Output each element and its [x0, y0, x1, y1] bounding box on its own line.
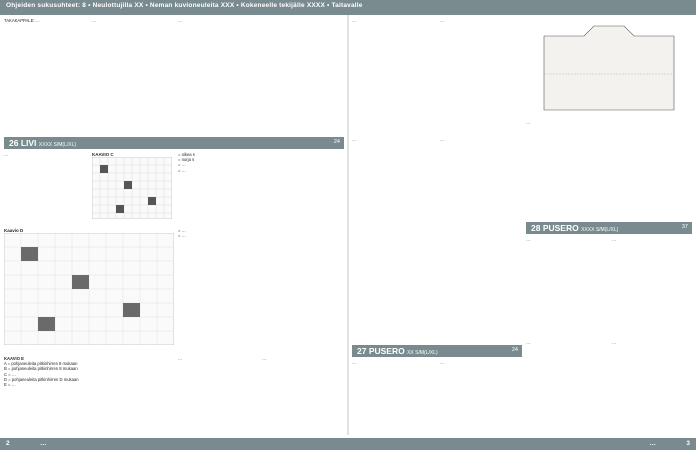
- section-title: 27 PUSERO: [357, 346, 405, 356]
- text-column-5: …: [352, 18, 357, 23]
- text-column-6-mid: …: [440, 137, 445, 142]
- kaavio-e-title: KAAVIO E: [4, 356, 24, 361]
- kaavio-d-grid: [4, 233, 174, 345]
- section-band-pusero-27: [352, 345, 522, 357]
- kaavio-c-grid: [92, 157, 172, 219]
- text-column-7-bottom: …: [526, 340, 531, 345]
- section-title: 26 LIVI: [9, 138, 37, 148]
- text-column-4: [262, 18, 344, 134]
- section-page-ref: 37: [681, 224, 688, 230]
- section-size: XXXX S/M(L/XL): [581, 227, 619, 233]
- text-column-7: …: [526, 120, 531, 125]
- left-page-number: 2: [6, 440, 10, 447]
- text-column-3: …: [178, 18, 183, 23]
- section-band-livi: [4, 137, 344, 149]
- kaavio-d-label: Kaavio D: [4, 228, 24, 233]
- text-column-6-bottom: …: [440, 360, 445, 365]
- right-footer-note: …: [649, 440, 656, 447]
- text-column-5-mid: …: [352, 137, 357, 142]
- section-page-ref: 24: [511, 347, 518, 353]
- symbol-legend: = oikea s = nurja s = … = …: [178, 152, 195, 173]
- section-size: XXXX S/M(L/XL): [38, 142, 77, 148]
- text-column-4-bottom: …: [262, 356, 267, 361]
- kaavio-e-legend: KAAVIO E A = pohjaneuleita pitkinhirren 8 mukaan B = pohjaneuleita pitkinhirren 8 mukaan C = … D = pohjaneuleita pitkinhirren D mukaan E = …: [4, 356, 174, 436]
- text-column-2: …: [92, 18, 97, 23]
- pusero-27-intro: …: [352, 360, 357, 365]
- section-title: 28 PUSERO: [531, 223, 579, 233]
- livi-intro-text: …: [4, 152, 9, 157]
- bottom-bar: [0, 438, 696, 450]
- left-footer-note: …: [40, 440, 47, 447]
- text-column-8-bottom: …: [612, 340, 617, 345]
- text-column-3-bottom: …: [178, 356, 183, 361]
- pusero-28-intro: …: [526, 237, 531, 242]
- text-column-6: …: [440, 18, 445, 23]
- text-column-1: TAKAKAPPALE: …: [4, 18, 40, 23]
- section-page-ref: 24: [333, 139, 340, 145]
- section-size: XX S/M(L/XL): [407, 350, 438, 356]
- top-bar: [0, 0, 696, 15]
- schematic-diagram: [526, 18, 692, 118]
- stitch-legend: = … = …: [178, 228, 186, 239]
- right-page-number: 3: [686, 440, 690, 447]
- text-column-8-mid: …: [612, 237, 617, 242]
- difficulty-legend: Ohjeiden sukusuhteet: 8 • Neulottujilla XX • Neman kuvioneuleita XXX • Kokeneelle tekijälle XXXX • Taitavalle: [6, 2, 363, 9]
- kaavio-d-chart: [4, 228, 174, 348]
- page-gutter: [347, 15, 349, 435]
- kaavio-c-chart: [92, 152, 172, 222]
- section-band-pusero-28: [526, 222, 692, 234]
- garment-schematic: [526, 18, 692, 118]
- kaavio-c-label: KAAVIO C: [92, 152, 114, 157]
